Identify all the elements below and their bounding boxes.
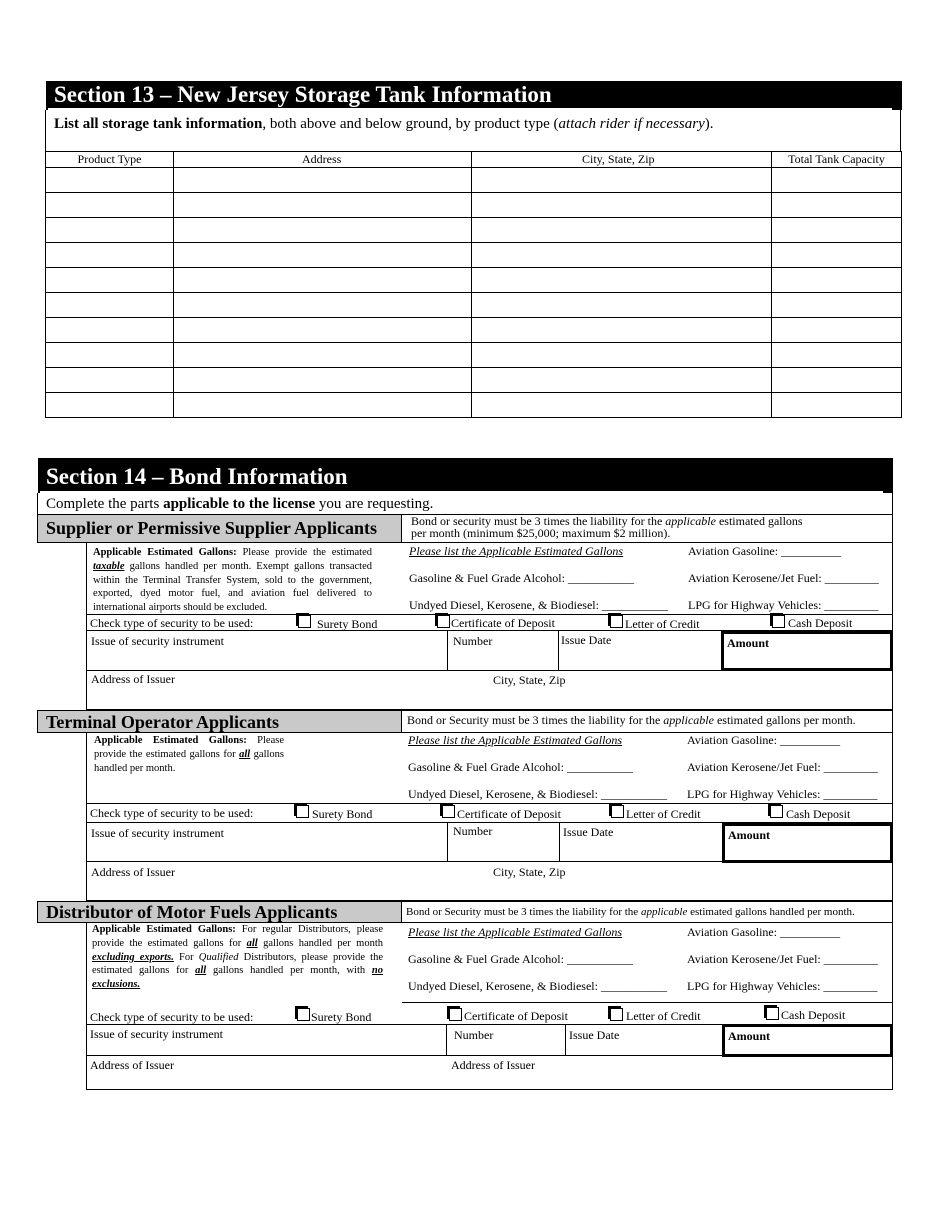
distributor-aviation-gasoline[interactable]: Aviation Gasoline: __________ <box>687 925 841 939</box>
cell-address[interactable] <box>174 368 472 393</box>
distributor-surety-bond-checkbox[interactable] <box>297 1008 310 1021</box>
cell-address[interactable] <box>174 268 472 293</box>
terminal-cash-deposit-checkbox[interactable] <box>770 805 783 818</box>
storage-tank-table <box>45 151 902 418</box>
supplier-aviation-gasoline[interactable]: Aviation Gasoline: __________ <box>688 544 842 558</box>
cell-city-state-zip[interactable] <box>472 318 772 343</box>
table-row <box>46 218 902 243</box>
cell-address[interactable] <box>174 343 472 368</box>
supplier-surety-bond-label: Surety Bond <box>317 617 378 631</box>
distributor-address-of-issuer-field[interactable]: Address of Issuer <box>90 1058 174 1072</box>
supplier-gasoline-alcohol[interactable]: Gasoline & Fuel Grade Alcohol: ___________ <box>409 571 634 585</box>
cell-product-type[interactable] <box>46 343 174 368</box>
distributor-issue-date-field[interactable]: Issue Date <box>569 1028 620 1042</box>
table-row <box>46 193 902 218</box>
table-row <box>46 318 902 343</box>
distributor-estimated-gallons-text: Applicable Estimated Gallons: For regular Distributors, please provide the estimated gallons for all gallons handled per month excluding exports. For Qualified Distributors, please provide the estimated gallons for all gallons handled per month, with no exclusions. <box>92 924 383 991</box>
cell-capacity[interactable] <box>772 268 902 293</box>
supplier-amount-field[interactable]: Amount <box>721 631 893 671</box>
section-14-intro: Complete the parts applicable to the license you are requesting. <box>46 496 434 512</box>
column-header-address: Address <box>174 152 472 168</box>
cell-product-type[interactable] <box>46 318 174 343</box>
distributor-undyed-diesel[interactable]: Undyed Diesel, Kerosene, & Biodiesel: ___________ <box>408 979 667 993</box>
supplier-issue-of-security-field[interactable]: Issue of security instrument <box>91 634 224 648</box>
terminal-bond-note: Bond or Security must be 3 times the liability for the applicable estimated gallons per month. <box>407 713 856 727</box>
distributor-address-of-issuer-field-2[interactable]: Address of Issuer <box>451 1058 535 1072</box>
cell-city-state-zip[interactable] <box>472 393 772 418</box>
cell-capacity[interactable] <box>772 393 902 418</box>
column-header-product-type: Product Type <box>46 152 174 168</box>
supplier-estimated-gallons-text: Applicable Estimated Gallons: Please provide the estimated taxable gallons handled per month. Exempt gallons transacted within the Terminal Transfer System, sold to the government, exported, dyed motor fuel, and aviation fuel delivered to international airports should be excluded. <box>93 547 372 614</box>
distributor-letter-of-credit-label: Letter of Credit <box>626 1009 701 1023</box>
supplier-issue-date-field[interactable]: Issue Date <box>561 633 612 647</box>
distributor-number-field[interactable]: Number <box>454 1028 494 1042</box>
cell-address[interactable] <box>174 168 472 193</box>
cell-capacity[interactable] <box>772 218 902 243</box>
supplier-address-of-issuer-field[interactable]: Address of Issuer <box>91 672 175 686</box>
distributor-cash-deposit-label: Cash Deposit <box>781 1008 846 1022</box>
terminal-estimated-gallons-text: Applicable Estimated Gallons: Please provide the estimated gallons for all gallons handled per month. <box>94 735 285 774</box>
supplier-bond-note: Bond or security must be 3 times the liability for the applicable estimated gallons per month (minimum $25,000; maximum $2 million). <box>411 514 803 540</box>
cell-city-state-zip[interactable] <box>472 193 772 218</box>
column-header-total-tank-capacity: Total Tank Capacity <box>772 152 902 168</box>
terminal-undyed-diesel[interactable]: Undyed Diesel, Kerosene, & Biodiesel: ___________ <box>408 787 667 801</box>
cell-city-state-zip[interactable] <box>472 168 772 193</box>
terminal-please-list: Please list the Applicable Estimated Gallons <box>408 733 623 747</box>
distributor-cash-deposit-checkbox[interactable] <box>766 1007 779 1020</box>
supplier-please-list: Please list the Applicable Estimated Gallons <box>409 544 624 558</box>
supplier-lpg[interactable]: LPG for Highway Vehicles: _________ <box>688 598 879 612</box>
terminal-certificate-of-deposit-label: Certificate of Deposit <box>457 807 561 821</box>
cell-city-state-zip[interactable] <box>472 343 772 368</box>
terminal-number-field[interactable]: Number <box>453 824 493 838</box>
distributor-issue-of-security-field[interactable]: Issue of security instrument <box>90 1027 223 1041</box>
supplier-number-field[interactable]: Number <box>453 634 493 648</box>
table-row <box>46 368 902 393</box>
cell-capacity[interactable] <box>772 193 902 218</box>
cell-city-state-zip[interactable] <box>472 368 772 393</box>
terminal-city-state-zip-field[interactable]: City, State, Zip <box>493 865 566 879</box>
table-row <box>46 393 902 418</box>
cell-product-type[interactable] <box>46 243 174 268</box>
cell-capacity[interactable] <box>772 168 902 193</box>
supplier-certificate-of-deposit-label: Certificate of Deposit <box>451 616 555 630</box>
cell-product-type[interactable] <box>46 218 174 243</box>
terminal-amount-field[interactable]: Amount <box>722 823 893 863</box>
supplier-letter-of-credit-label: Letter of Credit <box>625 617 700 631</box>
cell-city-state-zip[interactable] <box>472 243 772 268</box>
supplier-cash-deposit-label: Cash Deposit <box>788 616 853 630</box>
supplier-cash-deposit-checkbox[interactable] <box>772 615 785 628</box>
cell-capacity[interactable] <box>772 243 902 268</box>
supplier-certificate-of-deposit-checkbox[interactable] <box>437 615 450 628</box>
terminal-heading: Terminal Operator Applicants <box>37 710 402 733</box>
cell-product-type[interactable] <box>46 368 174 393</box>
cell-product-type[interactable] <box>46 268 174 293</box>
table-row <box>46 343 902 368</box>
distributor-certificate-of-deposit-checkbox[interactable] <box>449 1008 462 1021</box>
cell-capacity[interactable] <box>772 368 902 393</box>
table-row <box>46 168 902 193</box>
distributor-bond-note: Bond or Security must be 3 times the liability for the applicable estimated gallons handled per month. <box>406 906 855 918</box>
distributor-certificate-of-deposit-label: Certificate of Deposit <box>464 1009 568 1023</box>
cell-address[interactable] <box>174 193 472 218</box>
terminal-aviation-kerosene[interactable]: Aviation Kerosene/Jet Fuel: _________ <box>687 760 878 774</box>
section-14-header <box>38 458 893 493</box>
distributor-aviation-kerosene[interactable]: Aviation Kerosene/Jet Fuel: _________ <box>687 952 878 966</box>
cell-capacity[interactable] <box>772 293 902 318</box>
cell-city-state-zip[interactable] <box>472 268 772 293</box>
distributor-check-type-label: Check type of security to be used: <box>90 1010 254 1024</box>
terminal-issue-of-security-field[interactable]: Issue of security instrument <box>91 826 224 840</box>
table-row <box>46 243 902 268</box>
terminal-surety-bond-label: Surety Bond <box>312 807 373 821</box>
terminal-gasoline-alcohol[interactable]: Gasoline & Fuel Grade Alcohol: ___________ <box>408 760 633 774</box>
terminal-check-type-label: Check type of security to be used: <box>90 806 254 820</box>
terminal-address-of-issuer-field[interactable]: Address of Issuer <box>91 865 175 879</box>
distributor-lpg[interactable]: LPG for Highway Vehicles: _________ <box>687 979 878 993</box>
cell-city-state-zip[interactable] <box>472 218 772 243</box>
terminal-letter-of-credit-label: Letter of Credit <box>626 807 701 821</box>
section-13-intro: List all storage tank information, both above and below ground, by product type (attach rider if necessary). <box>54 116 714 132</box>
cell-product-type[interactable] <box>46 393 174 418</box>
terminal-certificate-of-deposit-checkbox[interactable] <box>442 805 455 818</box>
cell-capacity[interactable] <box>772 343 902 368</box>
supplier-aviation-kerosene[interactable]: Aviation Kerosene/Jet Fuel: _________ <box>688 571 879 585</box>
terminal-lpg[interactable]: LPG for Highway Vehicles: _________ <box>687 787 878 801</box>
cell-city-state-zip[interactable] <box>472 293 772 318</box>
cell-address[interactable] <box>174 393 472 418</box>
table-row <box>46 293 902 318</box>
distributor-heading: Distributor of Motor Fuels Applicants <box>37 901 402 923</box>
terminal-letter-of-credit-checkbox[interactable] <box>611 805 624 818</box>
supplier-undyed-diesel[interactable]: Undyed Diesel, Kerosene, & Biodiesel: ___________ <box>409 598 668 612</box>
cell-product-type[interactable] <box>46 193 174 218</box>
supplier-check-type-label: Check type of security to be used: <box>90 616 254 630</box>
supplier-heading: Supplier or Permissive Supplier Applicants <box>37 514 402 543</box>
cell-address[interactable] <box>174 243 472 268</box>
cell-product-type[interactable] <box>46 168 174 193</box>
cell-address[interactable] <box>174 218 472 243</box>
cell-product-type[interactable] <box>46 293 174 318</box>
cell-address[interactable] <box>174 318 472 343</box>
supplier-city-state-zip-field[interactable]: City, State, Zip <box>493 673 566 687</box>
terminal-cash-deposit-label: Cash Deposit <box>786 807 851 821</box>
cell-capacity[interactable] <box>772 318 902 343</box>
supplier-letter-of-credit-checkbox[interactable] <box>610 615 623 628</box>
distributor-surety-bond-label: Surety Bond <box>311 1010 372 1024</box>
section-13-header <box>46 81 902 110</box>
distributor-please-list: Please list the Applicable Estimated Gallons <box>408 925 623 939</box>
distributor-amount-field[interactable]: Amount <box>722 1024 893 1057</box>
supplier-surety-bond-checkbox[interactable] <box>298 615 311 628</box>
table-row <box>46 268 902 293</box>
cell-address[interactable] <box>174 293 472 318</box>
distributor-gasoline-alcohol[interactable]: Gasoline & Fuel Grade Alcohol: ___________ <box>408 952 633 966</box>
section-13-title: Section 13 – New Jersey Storage Tank Information <box>54 82 552 107</box>
terminal-surety-bond-checkbox[interactable] <box>296 805 309 818</box>
section-14-title: Section 14 – Bond Information <box>46 464 348 489</box>
terminal-aviation-gasoline[interactable]: Aviation Gasoline: __________ <box>687 733 841 747</box>
distributor-letter-of-credit-checkbox[interactable] <box>610 1008 623 1021</box>
terminal-issue-date-field[interactable]: Issue Date <box>563 825 614 839</box>
column-header-city-state-zip: City, State, Zip <box>472 152 772 168</box>
